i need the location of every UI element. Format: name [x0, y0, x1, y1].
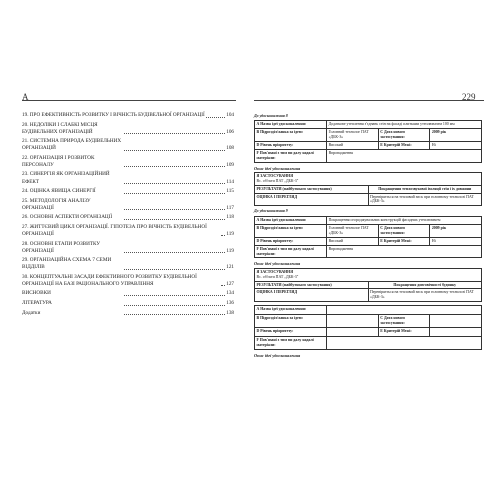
- toc-entry: [22, 300, 234, 307]
- block2-f-label: F Пов'язані з тим ви далу надалі матеріали:: [255, 245, 327, 258]
- toc-entry-title: Додатки: [22, 309, 41, 316]
- opis2-col1: Покращення довговічності будинку: [368, 281, 482, 289]
- toc-entry: [22, 274, 234, 288]
- block1-e-value: Ні: [430, 142, 482, 150]
- toc-entry-page: 134: [226, 290, 234, 297]
- left-page-number: A: [22, 92, 29, 102]
- block3-b-label: В Підрозділ/ланка за ідею:: [255, 315, 327, 328]
- toc-entry-page: 138: [226, 309, 234, 316]
- toc-entry-title: ЛІТЕРАТУРА: [22, 300, 52, 307]
- toc-entry-title: 21. СИСТЕМНА ПРИРОДА БУДІВЕЛЬНИХ ОРГАНІЗАЦІЙ: [22, 138, 122, 152]
- block3-a-label: А Назва ідеї удосконалення:: [255, 306, 327, 315]
- toc-leader-dots: [206, 117, 225, 118]
- toc-entry-page: 121: [226, 264, 234, 271]
- block3-d-value: [327, 327, 379, 336]
- toc-entry-title: 29. ОРГАНІЗАЦІЙНА СХЕМА 7 СЕМИ ВІДДІЛІВ: [22, 257, 112, 271]
- block3-f-value: [327, 336, 482, 349]
- opis1-table: [254, 172, 482, 206]
- toc-entry-page: 119: [226, 247, 234, 254]
- toc-entry: [22, 155, 234, 169]
- toc-entry-title: 27. ЖИТТЄВИЙ ЦИКЛ ОРГАНІЗАЦІЇ. ГІПОТЕЗА ПРО ВІЧНІСТЬ БУДІВЕЛЬНОЇ ОРГАНІЗАЦІЇ: [22, 223, 207, 237]
- block3-e-value: [430, 327, 482, 336]
- block2-a-label: А Назва ідеї удосконалення:: [255, 217, 327, 225]
- toc-leader-dots: [124, 193, 225, 194]
- block2-caption: До удосконалення 9: [254, 209, 288, 214]
- improvement-forms: [254, 112, 482, 359]
- block3-a-value: [327, 306, 482, 315]
- block3-b-value: [327, 315, 379, 328]
- toc-leader-dots: [124, 219, 225, 220]
- toc-leader-dots: [124, 166, 225, 167]
- opis2-h: [255, 268, 482, 281]
- toc-entry-page: 119: [226, 230, 234, 237]
- opis2-h-value: Вс. об'єкти ПАТ „ДБК-3": [256, 274, 299, 279]
- opis2-results-label: РЕЗУЛЬТАТИ (майбутнього застосування): [255, 281, 369, 289]
- toc-leader-dots: [124, 209, 225, 210]
- block1-caption: До удосконалення 8: [254, 113, 288, 118]
- toc-entry-title: ВИСНОВКИ: [22, 290, 51, 297]
- block2-d-value: Високий: [327, 237, 379, 245]
- toc-leader-dots: [124, 150, 225, 151]
- block1-b-value: Головний технолог ПАТ «ДБК-3»: [327, 129, 379, 142]
- block1-a-value: Додаткове утеплення з'єднань стін на фасаді плитками утеплювачем 100 мм: [327, 121, 482, 129]
- block3-e-label: Е Критерій Межі:: [378, 327, 430, 336]
- table-of-contents: [22, 112, 234, 319]
- toc-leader-dots: [124, 269, 225, 270]
- block2-b-value: Головний технолог ПАТ «ДБК-3»: [327, 225, 379, 238]
- block1-f-label: F Пов'язані з тим ви далу надалі матеріали:: [255, 149, 327, 162]
- block1-d-value: Високий: [327, 142, 379, 150]
- block1-f-value: Впровадження: [327, 149, 482, 162]
- toc-leader-dots: [124, 314, 225, 315]
- toc-entry-title: 22. ОРГАНІЗАЦІЯ І РОЗВИТОК ПЕРСОНАЛУ: [22, 154, 95, 168]
- opis1-h-value: Вс. об'єкти ПАТ „ДБК-3": [256, 178, 299, 183]
- block3-f-label: F Пов'язані з тим ви далу надалі матеріали:: [255, 336, 327, 349]
- toc-entry-page: 117: [226, 204, 234, 211]
- right-header-rule: [254, 100, 484, 101]
- block3-d-label: D Рівень пріоритету:: [255, 327, 327, 336]
- opis1-row-label: ОЦІНКА І ПЕРЕГЛЯД: [255, 193, 369, 206]
- toc-entry-page: 109: [226, 161, 234, 168]
- toc-entry-page: 127: [226, 280, 234, 287]
- block2-c-value: 2009 рік: [430, 225, 482, 238]
- toc-entry: [22, 122, 234, 136]
- block1-c-value: 2009 рік: [430, 129, 482, 142]
- block1-a-label: А Назва ідеї удосконалення:: [255, 121, 327, 129]
- opis2-title: Опис ідеї удосконалення: [254, 261, 301, 267]
- block2-c-label: С Дата нового застосування:: [378, 225, 430, 238]
- block1-table: [254, 120, 482, 162]
- toc-entry: [22, 310, 234, 317]
- toc-entry-page: 106: [226, 128, 234, 135]
- block2-d-label: D Рівень пріоритету:: [255, 237, 327, 245]
- toc-entry: [22, 112, 234, 119]
- block1-e-label: Е Критерій Межі:: [378, 142, 430, 150]
- toc-entry-title: 23. СИНЕРГІЯ ЯК ОРГАНІЗАЦІЙНИЙ ЕФЕКТ: [22, 171, 110, 185]
- opis2-h-label: Я ЗАСТОСУВАННЯ: [256, 269, 294, 274]
- toc-entry-title: 28. ОСНОВНІ ЕТАПИ РОЗВИТКУ ОРГАНІЗАЦІЇ: [22, 240, 101, 254]
- toc-entry-page: 108: [226, 145, 234, 152]
- block2-a-value: Покращення огороджувальних конструкцій фасадних утеплювачем: [327, 217, 482, 225]
- toc-entry-title: 26. ОСНОВНІ АСПЕКТИ ОРГАНІЗАЦІЇ: [22, 214, 113, 221]
- block3-c-value: [430, 315, 482, 328]
- toc-leader-dots: [124, 133, 225, 134]
- right-page-number: 229: [462, 92, 476, 102]
- opis2-row-label: ОЦІНКА І ПЕРЕГЛЯД: [255, 289, 369, 302]
- toc-entry: [22, 198, 234, 212]
- toc-leader-dots: [124, 183, 225, 184]
- block3-c-label: С Дата нового застосування:: [378, 315, 430, 328]
- toc-entry: [22, 214, 234, 221]
- opis1-title: Опис ідеї удосконалення: [254, 165, 301, 171]
- toc-leader-dots: [221, 285, 225, 286]
- toc-leader-dots: [124, 295, 225, 296]
- opis3-title: Опис ідеї удосконалення: [254, 352, 301, 358]
- block2-table: [254, 216, 482, 258]
- toc-leader-dots: [124, 305, 225, 306]
- toc-leader-dots: [221, 235, 225, 236]
- toc-entry-page: 114: [226, 178, 234, 185]
- toc-entry-title: 25. МЕТОДОЛОГІЯ АНАЛІЗУ ОРГАНІЗАЦІЇ: [22, 197, 91, 211]
- block1-c-label: С Дата нового застосування:: [378, 129, 430, 142]
- toc-entry: [22, 188, 234, 195]
- block1-b-label: В Підрозділ/ланка за ідею:: [255, 129, 327, 142]
- block2-e-value: Ні: [430, 237, 482, 245]
- block2-b-label: В Підрозділ/ланка за ідею:: [255, 225, 327, 238]
- block2-f-value: Впровадження: [327, 245, 482, 258]
- opis1-row-value: Перевіряється на тепловий зиск при головному технолозі ПАТ «ДБК-3»: [368, 193, 482, 206]
- left-header-rule: [22, 100, 236, 101]
- toc-entry: [22, 171, 234, 185]
- toc-entry-title: 24. ОЦІНКА ЯВИЩА СИНЕРГІЇ: [22, 188, 96, 195]
- toc-entry: [22, 290, 234, 297]
- toc-entry-page: 136: [226, 300, 234, 307]
- toc-entry-page: 104: [226, 112, 234, 118]
- opis1-col1: Покращення теплозвукової ізоляції стін і їх довжини: [368, 185, 482, 193]
- toc-entry: [22, 257, 234, 271]
- toc-entry: [22, 241, 234, 255]
- opis1-results-label: РЕЗУЛЬТАТИ (майбутнього застосування): [255, 185, 369, 193]
- toc-entry-page: 115: [226, 188, 234, 195]
- toc-entry: [22, 224, 234, 238]
- toc-entry-title: 19. ПРО ЕФЕКТИВНІСТЬ РОЗВИТКУ І ВІЧНІСТЬ БУДІВЕЛЬНОЇ ОРГАНІЗАЦІЇ: [22, 112, 205, 118]
- block1-d-label: D Рівень пріоритету:: [255, 142, 327, 150]
- toc-entry: [22, 138, 234, 152]
- block2-e-label: Е Критерій Межі:: [378, 237, 430, 245]
- opis2-row-value: Перевіряється на тепловий зиск при головному технолозі ПАТ «ДБК-3»: [368, 289, 482, 302]
- toc-entry-title: 30. КОНЦЕПТУАЛЬНІ ЗАСАДИ ЕФЕКТИВНОГО РОЗВИТКУ БУДІВЕЛЬНОЇ ОРГАНІЗАЦІЇ НА БАЗІ РАЦІОНАЛЬНОГО УПРАВЛІННЯ: [22, 273, 197, 287]
- block3-table: [254, 305, 482, 350]
- opis2-table: [254, 268, 482, 302]
- opis1-h-label: Я ЗАСТОСУВАННЯ: [256, 173, 294, 178]
- toc-entry-title: 20. НЕДОЛІКИ І СЛАБКІ МІСЦЯ БУДІВЕЛЬНИХ ОРГАНІЗАЦІЙ: [22, 121, 98, 135]
- toc-leader-dots: [124, 252, 225, 253]
- toc-entry-page: 118: [226, 214, 234, 221]
- opis1-h: [255, 172, 482, 185]
